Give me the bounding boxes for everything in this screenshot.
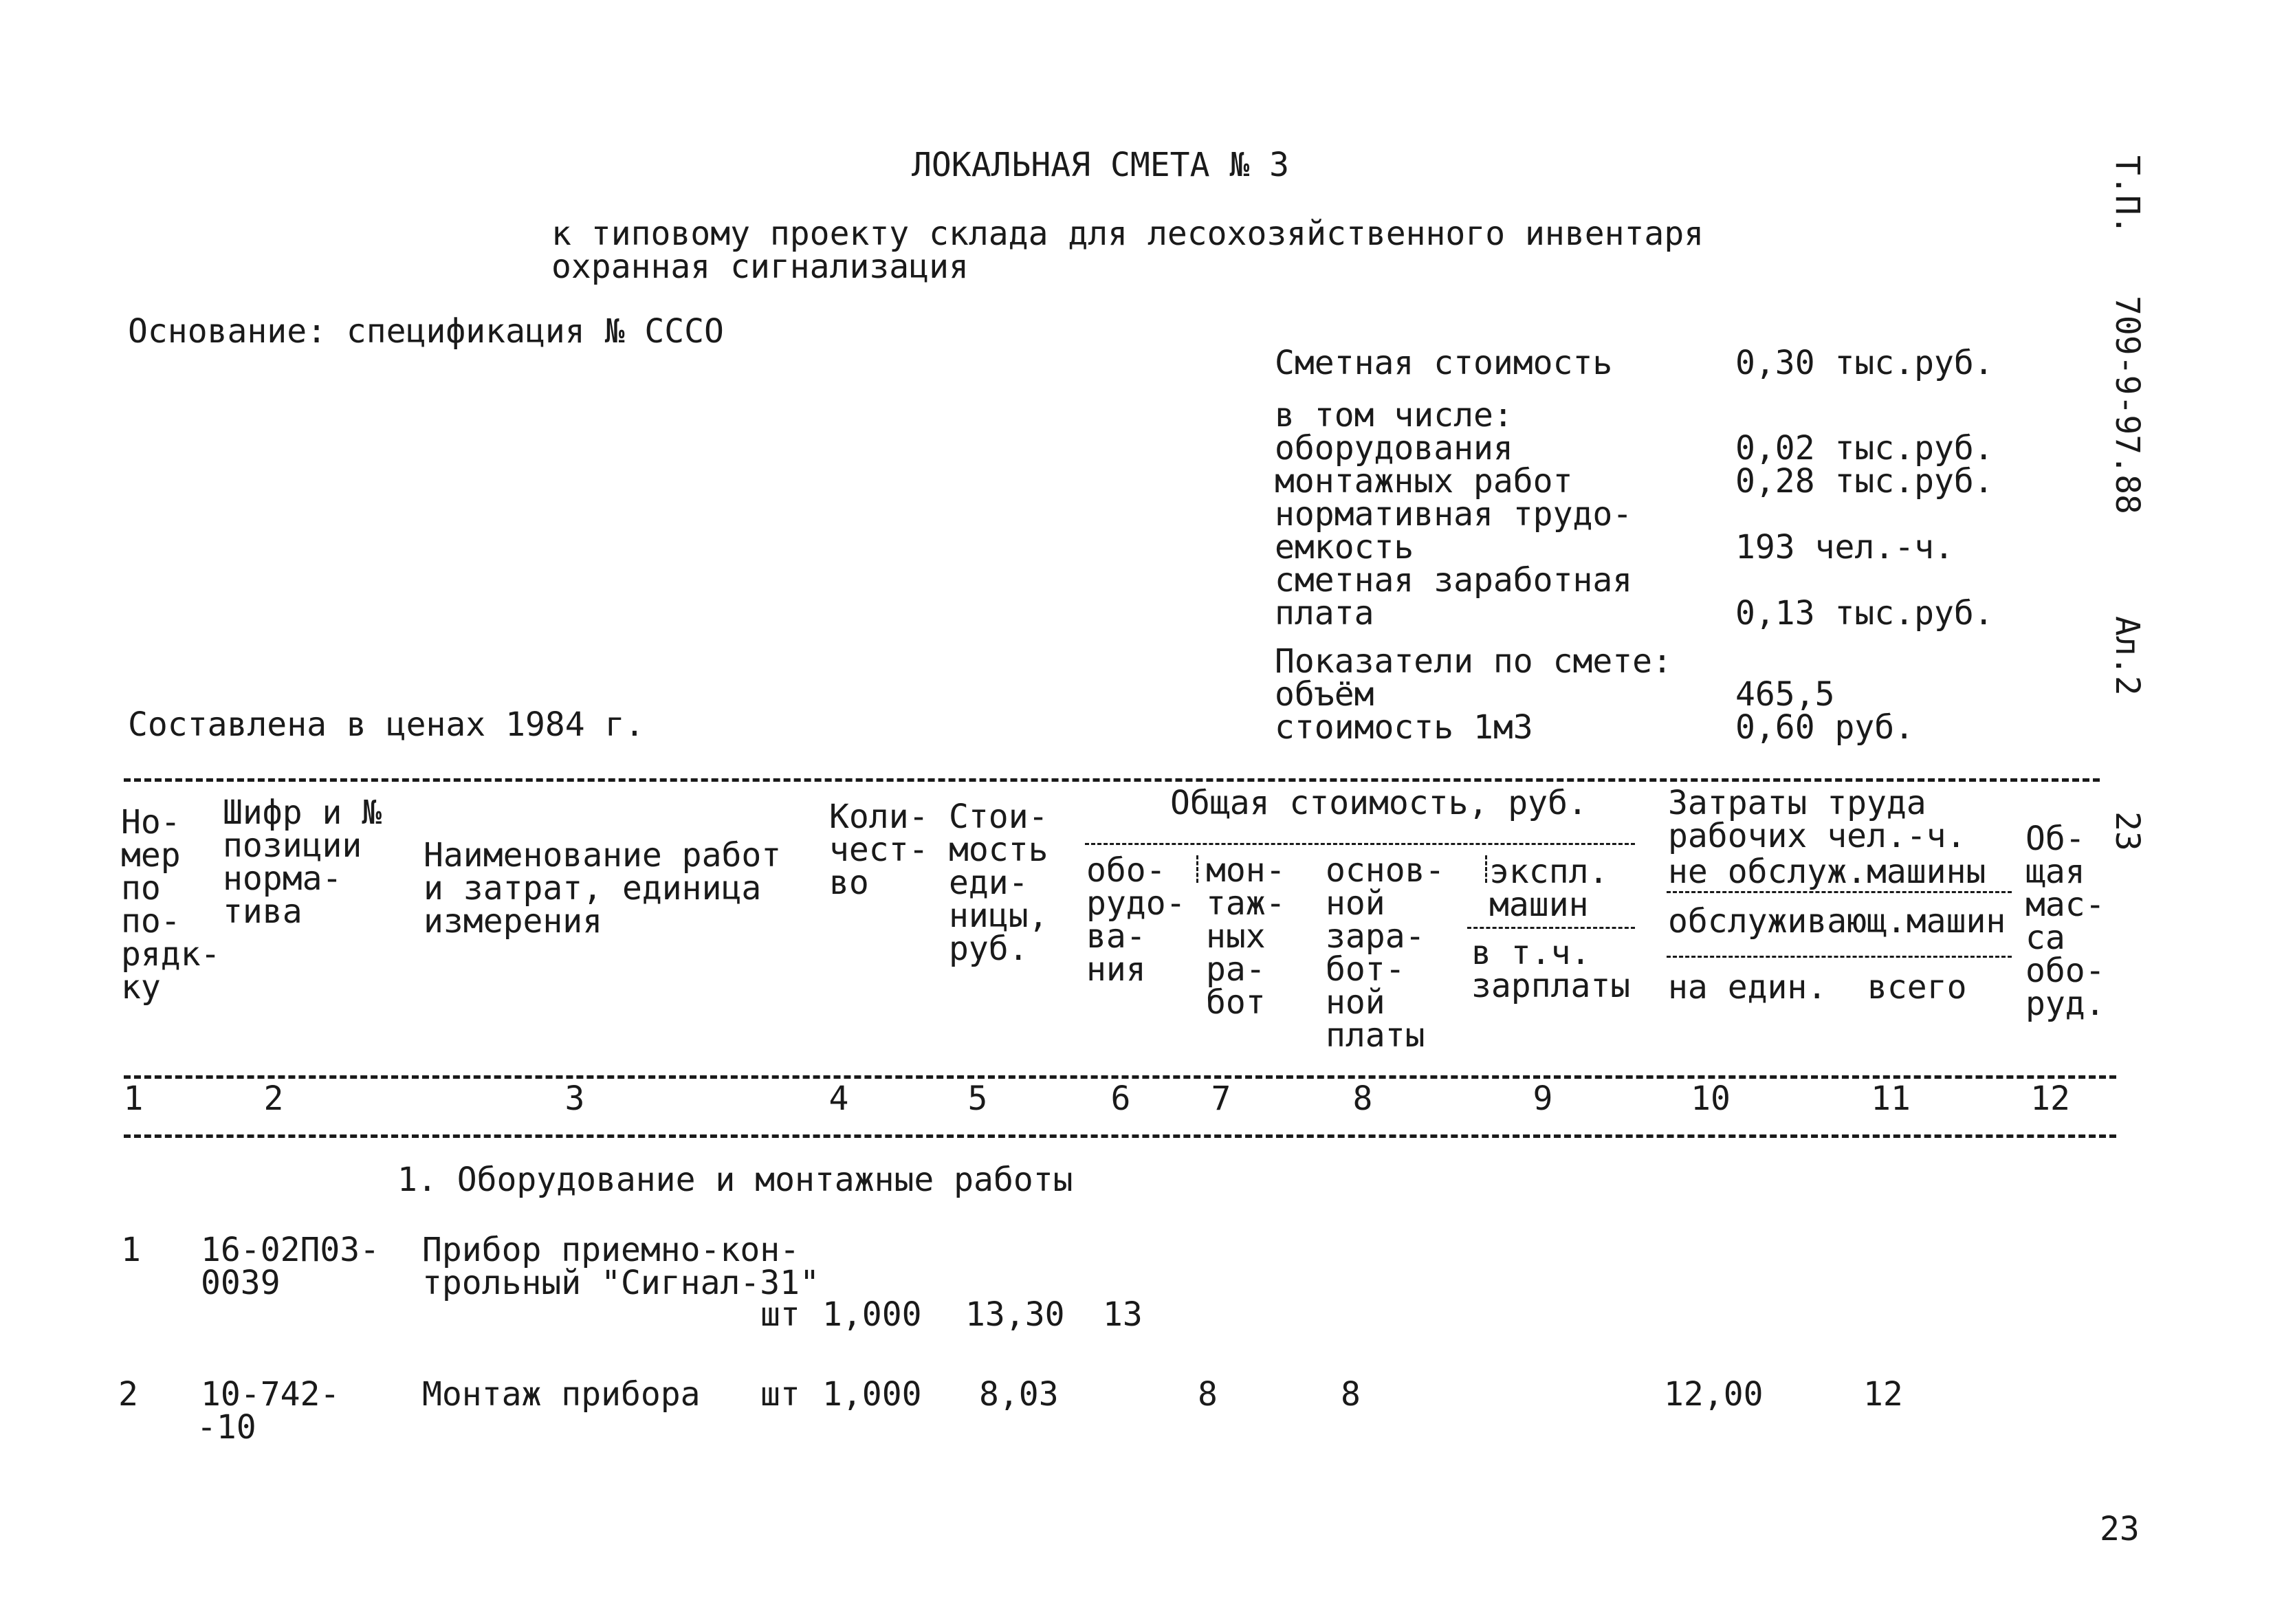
header-labor-serving: обслуживающ.машин <box>1668 902 2006 941</box>
volume-label: объём <box>1275 675 1374 714</box>
column-number: 3 <box>564 1079 585 1118</box>
column-number: 1 <box>123 1079 144 1118</box>
wage-label-2: плата <box>1275 594 1374 633</box>
row-labor-total: 12 <box>1863 1375 1903 1414</box>
row-equipment-cost: 13 <box>1103 1295 1143 1334</box>
row-quantity: 1,000 <box>822 1295 922 1334</box>
row-installation-cost: 8 <box>1198 1375 1218 1414</box>
col9-split-rule <box>1467 927 1635 929</box>
row-name-line-1: Монтаж прибора <box>422 1375 701 1414</box>
col9-divider <box>1485 855 1487 883</box>
header-bottom-rule <box>124 1075 2116 1079</box>
column-number: 11 <box>1871 1079 1911 1118</box>
column-number: 2 <box>263 1079 284 1118</box>
page-title: ЛОКАЛЬНАЯ СМЕТА № 3 <box>912 146 1290 184</box>
column-number: 4 <box>828 1079 849 1118</box>
margin-project-code: Т.П. <box>2108 155 2146 235</box>
subtitle-line-2: охранная сигнализация <box>551 248 969 286</box>
row-number: 2 <box>118 1375 138 1414</box>
installation-label: монтажных работ <box>1275 462 1573 501</box>
labor-split-rule-1 <box>1667 891 2012 893</box>
row-unit-cost: 8,03 <box>979 1375 1059 1414</box>
volume-value: 465,5 <box>1735 675 1835 714</box>
row-unit: шт <box>760 1295 800 1334</box>
row-code-line-1: 16-02П03- <box>201 1231 380 1269</box>
header-machine-wages: в т.ч. зарплаты <box>1471 934 1631 1005</box>
table-top-rule <box>124 778 2100 782</box>
equipment-value: 0,02 тыс.руб. <box>1735 429 1994 468</box>
header-labor-group-2: рабочих чел.-ч. <box>1668 817 1966 855</box>
wage-label-1: сметная заработная <box>1275 561 1633 600</box>
row-unit: шт <box>760 1375 800 1414</box>
indicators-label: Показатели по смете: <box>1275 642 1672 681</box>
header-installation: мон- таж- ных ра- бот <box>1206 851 1286 1022</box>
column-number: 10 <box>1691 1079 1731 1118</box>
row-labor-per-unit: 12,00 <box>1664 1375 1764 1414</box>
page-number: 23 <box>2100 1510 2140 1548</box>
labor-value: 193 чел.-ч. <box>1735 528 1954 567</box>
margin-page-side: 23 <box>2108 811 2146 851</box>
header-quantity: Коли- чест- во <box>829 798 929 902</box>
header-number: Но- мер по по- рядк- ку <box>121 803 221 1007</box>
including-label: в том числе: <box>1275 396 1513 435</box>
column-number: 8 <box>1352 1079 1373 1118</box>
row-code-line-2: 0039 <box>201 1264 281 1302</box>
labor-label-1: нормативная трудо- <box>1275 495 1633 534</box>
column-number: 12 <box>2030 1079 2070 1118</box>
header-total-cost-group: Общая стоимость, руб. <box>1170 784 1588 822</box>
header-equipment: обо- рудо- ва- ния <box>1086 851 1186 989</box>
estimated-cost-value: 0,30 тыс.руб. <box>1735 344 1994 382</box>
row-name-line-1: Прибор приемно-кон- <box>422 1231 800 1269</box>
header-name: Наименование работ и затрат, единица измерения <box>424 836 782 941</box>
basis-line: Основание: спецификация № СССО <box>128 312 724 351</box>
row-wage-cost: 8 <box>1341 1375 1361 1414</box>
header-labor-not-serving: не обслуж.машины <box>1668 853 1986 891</box>
col7-divider <box>1196 855 1198 883</box>
header-base-wage: основ- ной зара- бот- ной платы <box>1326 851 1445 1055</box>
row-code-line-2: -10 <box>197 1408 256 1447</box>
column-number: 7 <box>1211 1079 1231 1118</box>
header-unit-cost: Стои- мость еди- ницы, руб. <box>949 798 1048 968</box>
total-cost-group-rule <box>1085 843 1635 845</box>
column-number: 6 <box>1110 1079 1131 1118</box>
estimated-cost-label: Сметная стоимость <box>1275 344 1613 382</box>
equipment-label: оборудования <box>1275 429 1513 468</box>
composed-line: Составлена в ценах 1984 г. <box>128 705 645 744</box>
row-code-line-1: 10-742- <box>201 1375 340 1414</box>
margin-project-number: 709-9-97.88 <box>2108 296 2146 514</box>
row-unit-cost: 13,30 <box>965 1295 1065 1334</box>
row-name-line-2: трольный "Сигнал-31" <box>422 1264 820 1302</box>
row-number: 1 <box>121 1231 141 1269</box>
margin-album: Ал.2 <box>2108 616 2146 696</box>
column-number: 9 <box>1533 1079 1553 1118</box>
cost-per-m3-label: стоимость 1м3 <box>1275 708 1533 747</box>
row-quantity: 1,000 <box>822 1375 922 1414</box>
header-code: Шифр и № позиции норма- тива <box>223 793 382 931</box>
column-number: 5 <box>967 1079 988 1118</box>
header-total-mass: Об- щая мас- са обо- руд. <box>2025 820 2105 1023</box>
header-labor-total: всего <box>1867 968 1967 1007</box>
cost-per-m3-value: 0,60 руб. <box>1735 708 1915 747</box>
wage-value: 0,13 тыс.руб. <box>1735 594 1994 633</box>
section-title: 1. Оборудование и монтажные работы <box>397 1161 1073 1199</box>
labor-split-rule-2 <box>1667 956 2012 958</box>
header-labor-group-1: Затраты труда <box>1668 784 1926 822</box>
header-labor-per-unit: на един. <box>1668 968 1827 1007</box>
installation-value: 0,28 тыс.руб. <box>1735 462 1994 501</box>
labor-label-2: емкость <box>1275 528 1414 567</box>
numbers-bottom-rule <box>124 1134 2116 1138</box>
subtitle-line-1: к типовому проекту склада для лесохозяйственного инвентаря <box>551 215 1704 253</box>
header-machine-operation: экспл. машин <box>1489 853 1609 924</box>
